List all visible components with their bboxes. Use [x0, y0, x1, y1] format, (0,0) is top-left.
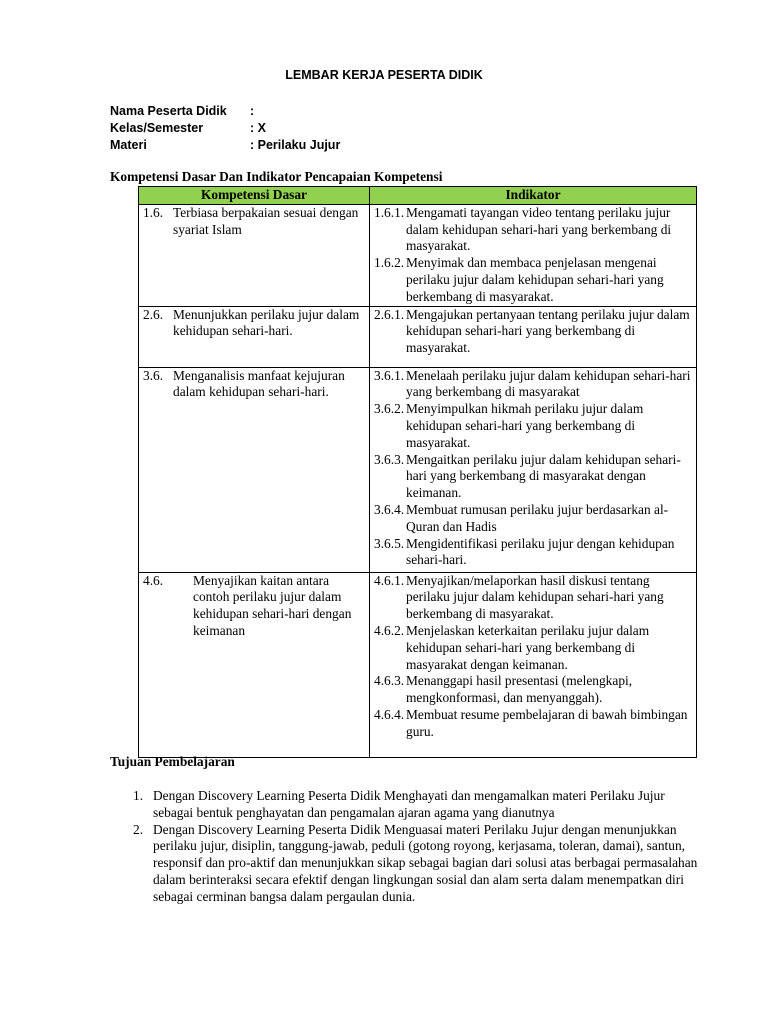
indicator-text: Mengaitkan perilaku jujur dalam kehidupan sehari-hari yang berkembang di masyarakat dengan keimanan.: [406, 451, 681, 501]
table-row: [139, 306, 697, 367]
info-value: : X: [250, 121, 266, 135]
indicator-number: 3.6.4.: [374, 501, 405, 517]
tujuan-list: [133, 788, 703, 906]
kd-cell: [139, 204, 370, 306]
kd-cell: [139, 572, 370, 757]
list-item: [133, 788, 703, 822]
indicator-item: [374, 452, 694, 502]
indicator-text: Mengajukan pertanyaan tentang perilaku jujur dalam kehidupan sehari-hari yang berkembang di masyarakat.: [406, 306, 690, 356]
indicator-number: 1.6.1.: [374, 204, 405, 220]
info-value: : Perilaku Jujur: [250, 138, 341, 152]
indicator-item: [374, 623, 694, 673]
document-title: LEMBAR KERJA PESERTA DIDIK: [285, 68, 483, 82]
list-text: Dengan Discovery Learning Peserta Didik Menguasai materi Perilaku Jujur dengan menunjukkan perilaku jujur, disiplin, tanggung-jawab, peduli (gotong royong, kerjasama, toleran, damai), santun, responsif dan pro-aktif dan menunjukkan sikap sebagai bagian dari solusi atas berbagai permasalahan dalam berinteraksi secara efektif dengan lingkungan sosial dan alam serta dalam menempatkan diri sebagai cerminan bangsa dalam pergaulan dunia.: [153, 821, 698, 904]
header-indikator: Indikator: [370, 187, 697, 205]
kd-cell: [139, 306, 370, 367]
info-label: Materi: [110, 138, 147, 152]
indicator-item: [374, 368, 694, 402]
indicator-number: 3.6.2.: [374, 401, 405, 417]
indicator-text: Menanggapi hasil presentasi (melengkapi, mengkonformasi, dan menyanggah).: [406, 673, 633, 706]
indicator-number: 2.6.1.: [374, 306, 405, 322]
indicator-text: Menyimpulkan hikmah perilaku jujur dalam kehidupan sehari-hari yang berkembang di masyarakat.: [406, 401, 644, 450]
indicator-item: [374, 707, 694, 741]
kd-item: [143, 573, 367, 640]
table-row: [139, 572, 697, 757]
indicator-item: [374, 536, 694, 570]
list-number: 1.: [133, 788, 144, 803]
kd-number: 3.6.: [143, 367, 164, 383]
indicator-cell: [370, 367, 697, 572]
table-row: [139, 204, 697, 306]
indicator-number: 1.6.2.: [374, 255, 405, 271]
kd-number: 2.6.: [143, 306, 164, 322]
kd-item: [143, 307, 367, 341]
indicator-number: 4.6.3.: [374, 673, 405, 689]
kd-text: Menunjukkan perilaku jujur dalam kehidupan sehari-hari.: [173, 306, 360, 339]
info-value: :: [250, 104, 255, 118]
indicator-number: 4.6.4.: [374, 706, 405, 722]
info-label: Kelas/Semester: [110, 121, 204, 135]
list-text: Dengan Discovery Learning Peserta Didik Menghayati dan mengamalkan materi Perilaku Jujur sebagai bentuk penghayatan dan pengamalan ajaran agama yang dianutnya: [153, 788, 665, 820]
indicator-number: 4.6.1.: [374, 572, 405, 588]
indicator-cell: [370, 306, 697, 367]
indicator-text: Menelaah perilaku jujur dalam kehidupan sehari-hari yang berkembang di masyarakat: [406, 367, 691, 400]
indicator-cell: [370, 572, 697, 757]
kd-cell: [139, 367, 370, 572]
kd-text: Menganalisis manfaat kejujuran dalam kehidupan sehari-hari.: [173, 367, 345, 400]
indicator-text: Mengidentifikasi perilaku jujur dengan kehidupan sehari-hari.: [406, 535, 675, 568]
indicator-number: 4.6.2.: [374, 622, 405, 638]
indicator-cell: [370, 204, 697, 306]
indicator-text: Menyimak dan membaca penjelasan mengenai perilaku jujur dalam kehidupan sehari-hari yang berkembang di masyarakat.: [406, 255, 664, 304]
kd-indicator-table: [138, 186, 697, 758]
indicator-item: [374, 573, 694, 623]
kd-section-heading: Kompetensi Dasar Dan Indikator Pencapaian Kompetensi: [110, 169, 443, 184]
indicator-item: [374, 502, 694, 536]
kd-item: [143, 205, 367, 239]
indicator-text: Menyajikan/melaporkan hasil diskusi tentang perilaku jujur dalam kehidupan sehari-hari yang berkembang di masyarakat.: [406, 572, 664, 622]
kd-text: Menyajikan kaitan antara contoh perilaku jujur dalam kehidupan sehari-hari dengan keimanan: [193, 572, 352, 638]
indicator-item: [374, 401, 694, 451]
list-item: [133, 822, 703, 906]
kd-number: 1.6.: [143, 204, 164, 220]
indicator-item: [374, 205, 694, 255]
indicator-text: Menjelaskan keterkaitan perilaku jujur dalam kehidupan sehari-hari yang berkembang di masyarakat dengan keimanan.: [406, 622, 650, 672]
indicator-item: [374, 673, 694, 707]
table-row: [139, 367, 697, 572]
indicator-item: [374, 255, 694, 305]
info-label: Nama Peserta Didik: [110, 104, 227, 118]
indicator-item: [374, 307, 694, 357]
indicator-text: Mengamati tayangan video tentang perilaku jujur dalam kehidupan sehari-hari yang berkembang di masyarakat.: [406, 204, 672, 254]
indicator-text: Membuat rumusan perilaku jujur berdasarkan al-Quran dan Hadis: [406, 501, 669, 534]
indicator-number: 3.6.3.: [374, 451, 405, 467]
kd-item: [143, 368, 367, 402]
header-kompetensi-dasar: Kompetensi Dasar: [139, 187, 370, 205]
indicator-number: 3.6.1.: [374, 367, 405, 383]
table-header-row: [139, 187, 697, 205]
indicator-number: 3.6.5.: [374, 535, 405, 551]
list-number: 2.: [133, 821, 144, 837]
kd-number: 4.6.: [143, 572, 164, 588]
kd-text: Terbiasa berpakaian sesuai dengan syariat Islam: [173, 204, 359, 237]
tujuan-heading: Tujuan Pembelajaran: [110, 754, 235, 769]
indicator-text: Membuat resume pembelajaran di bawah bimbingan guru.: [406, 706, 688, 739]
